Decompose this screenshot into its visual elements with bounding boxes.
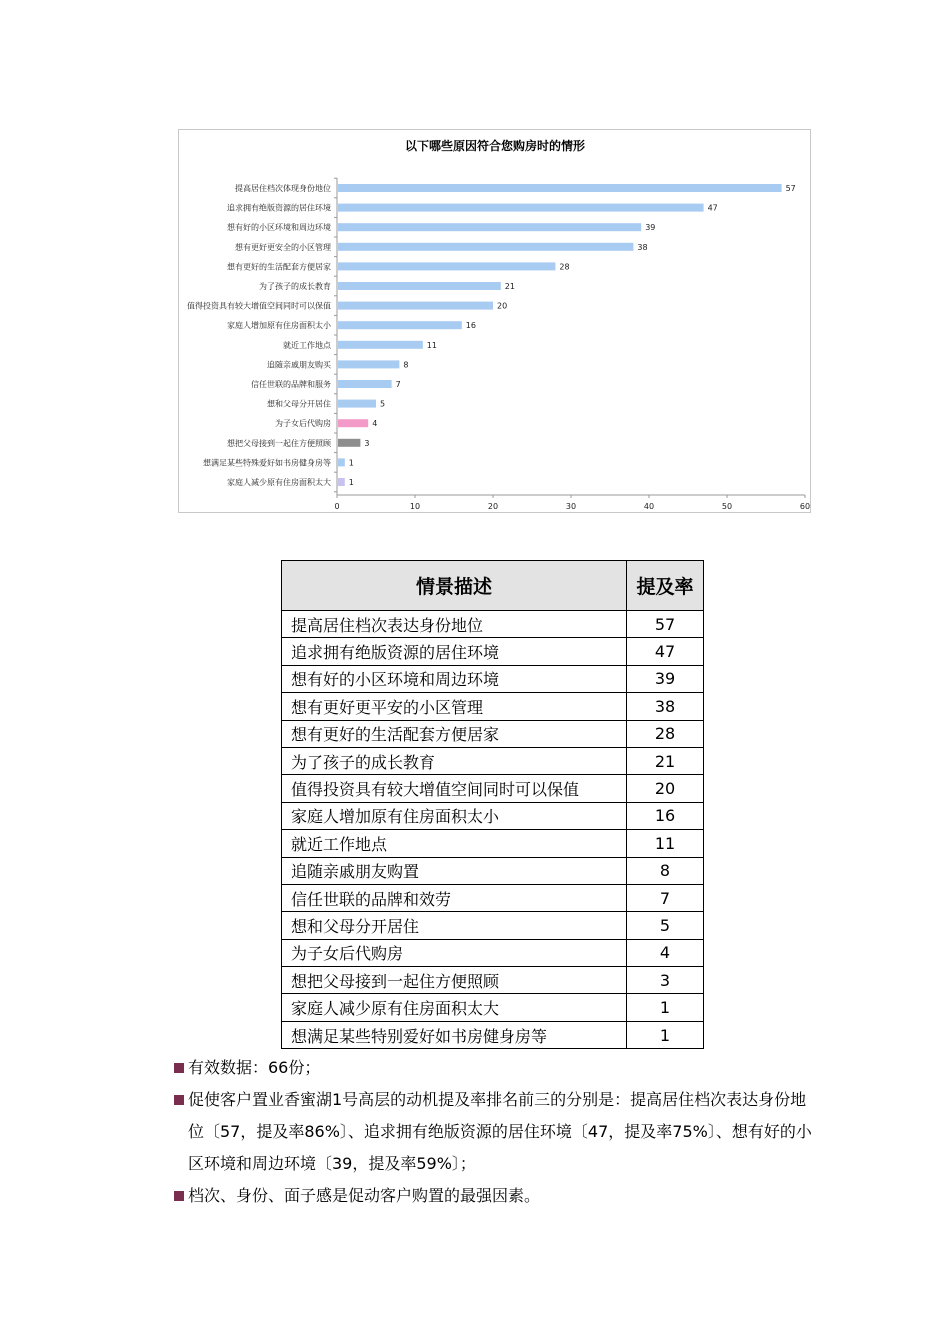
note-item	[172, 1180, 812, 1212]
data-label: 8	[403, 360, 409, 370]
table-row	[282, 939, 704, 966]
category-label: 想把父母接到一起住方便照顾	[227, 438, 331, 448]
table-row	[282, 747, 704, 774]
category-label: 想满足某些特殊爱好如书房健身房等	[203, 458, 331, 468]
category-label: 家庭人减少原有住房面积太大	[227, 478, 331, 487]
row-value: 28	[627, 720, 704, 747]
x-tick-label: 60	[799, 502, 811, 511]
x-tick-label: 10	[409, 502, 421, 511]
category-label: 想有更好的生活配套方便居家	[227, 262, 331, 272]
row-description: 想把父母接到一起住方便照顾	[282, 967, 627, 994]
row-value: 8	[627, 857, 704, 884]
row-description: 想和父母分开居住	[282, 912, 627, 939]
x-tick-label: 20	[487, 502, 499, 511]
table-row	[282, 720, 704, 747]
bar	[338, 321, 462, 329]
bar	[338, 439, 360, 447]
header-description: 情景描述	[282, 561, 627, 611]
chart-title: 以下哪些原因符合您购房时的情形	[404, 139, 586, 153]
data-label: 1	[348, 478, 354, 487]
row-description: 提高居住档次表达身份地位	[282, 611, 627, 638]
row-value: 21	[627, 747, 704, 774]
note-item	[172, 1052, 812, 1084]
bar	[338, 458, 345, 466]
row-value: 47	[627, 638, 704, 665]
row-description: 为子女后代购房	[282, 939, 627, 966]
bar	[338, 282, 501, 290]
table-row	[282, 775, 704, 802]
row-description: 为了孩子的成长教育	[282, 747, 627, 774]
bullet-square-icon	[174, 1191, 184, 1201]
data-label: 16	[465, 321, 476, 331]
row-description: 想满足某些特别爱好如书房健身房等	[282, 1021, 627, 1048]
table-row	[282, 884, 704, 911]
data-label: 47	[707, 203, 718, 213]
category-label: 想和父母分开居住	[267, 399, 331, 409]
row-value: 4	[627, 939, 704, 966]
reason-table	[281, 560, 704, 1049]
bar	[338, 243, 633, 251]
table-row	[282, 802, 704, 829]
row-value: 16	[627, 802, 704, 829]
row-value: 20	[627, 775, 704, 802]
row-value: 11	[627, 830, 704, 857]
category-label: 家庭人增加原有住房面积太小	[227, 321, 331, 331]
bullet-square-icon	[174, 1095, 184, 1105]
bar	[338, 400, 376, 408]
table-row	[282, 1021, 704, 1048]
category-label: 追随亲戚朋友购买	[267, 360, 331, 370]
data-label: 7	[395, 380, 401, 389]
table-row	[282, 994, 704, 1021]
category-label: 想有好的小区环境和周边环境	[227, 223, 331, 233]
x-tick-label: 30	[565, 502, 577, 511]
table-row	[282, 967, 704, 994]
table-row	[282, 665, 704, 692]
category-label: 就近工作地点	[283, 340, 331, 350]
x-tick-label: 40	[643, 502, 655, 511]
category-label: 值得投资具有较大增值空间同时可以保值	[187, 301, 331, 311]
note-text: 促使客户置业香蜜湖1号高层的动机提及率排名前三的分别是：提高居住档次表达身份地位〔57，提及率86%〕、追求拥有绝版资源的居住环境〔47，提及率75%〕、想有好的小区环境和周边环境〔39，提及率59%〕；	[188, 1090, 812, 1173]
bar-chart-panel	[178, 129, 811, 513]
data-label: 21	[504, 282, 515, 291]
row-description: 家庭人减少原有住房面积太大	[282, 994, 627, 1021]
note-item	[172, 1084, 812, 1180]
data-label: 5	[380, 399, 386, 409]
table-row	[282, 693, 704, 720]
row-value: 1	[627, 1021, 704, 1048]
summary-notes	[172, 1052, 812, 1212]
data-label: 57	[785, 184, 796, 193]
note-text: 有效数据：66份；	[188, 1058, 321, 1077]
bullet-square-icon	[174, 1063, 184, 1073]
data-label: 38	[637, 242, 648, 252]
data-label: 4	[372, 419, 378, 429]
table-row	[282, 611, 704, 638]
bar	[338, 341, 423, 349]
bar-chart	[179, 130, 812, 514]
row-value: 7	[627, 884, 704, 911]
row-value: 1	[627, 994, 704, 1021]
data-label: 20	[497, 301, 508, 311]
bar	[338, 184, 782, 192]
data-label: 11	[426, 340, 437, 350]
table-header-row	[282, 561, 704, 611]
category-label: 想有更好更安全的小区管理	[235, 242, 331, 252]
bar	[338, 360, 399, 368]
bar	[338, 204, 704, 212]
row-description: 想有更好更平安的小区管理	[282, 693, 627, 720]
header-mention-rate: 提及率	[627, 561, 704, 611]
row-description: 追随亲戚朋友购置	[282, 857, 627, 884]
bar	[338, 302, 493, 310]
data-label: 1	[348, 458, 354, 468]
row-value: 38	[627, 693, 704, 720]
bar	[338, 380, 392, 388]
note-text: 档次、身份、面子感是促动客户购置的最强因素。	[188, 1186, 541, 1205]
row-value: 3	[627, 967, 704, 994]
bar	[338, 223, 641, 231]
data-label: 39	[645, 223, 656, 233]
row-value: 5	[627, 912, 704, 939]
bar	[338, 262, 555, 270]
table-row	[282, 830, 704, 857]
table-row	[282, 857, 704, 884]
category-label: 信任世联的品牌和服务	[251, 380, 331, 389]
table-row	[282, 638, 704, 665]
x-tick-label: 0	[334, 502, 340, 511]
row-value: 39	[627, 665, 704, 692]
row-description: 值得投资具有较大增值空间同时可以保值	[282, 775, 627, 802]
bar	[338, 419, 368, 427]
category-label: 提高居住档次体现身份地位	[235, 184, 331, 193]
table-row	[282, 912, 704, 939]
bar	[338, 478, 345, 486]
data-label: 3	[364, 438, 370, 448]
row-description: 想有好的小区环境和周边环境	[282, 665, 627, 692]
category-label: 为了孩子的成长教育	[259, 282, 331, 291]
category-label: 为子女后代购房	[275, 419, 331, 429]
table-body	[282, 611, 704, 1049]
row-description: 追求拥有绝版资源的居住环境	[282, 638, 627, 665]
row-description: 家庭人增加原有住房面积太小	[282, 802, 627, 829]
row-description: 想有更好的生活配套方便居家	[282, 720, 627, 747]
row-description: 就近工作地点	[282, 830, 627, 857]
category-label: 追求拥有绝版资源的居住环境	[227, 203, 331, 213]
x-tick-label: 50	[721, 502, 733, 511]
row-value: 57	[627, 611, 704, 638]
data-label: 28	[559, 262, 570, 272]
row-description: 信任世联的品牌和效劳	[282, 884, 627, 911]
